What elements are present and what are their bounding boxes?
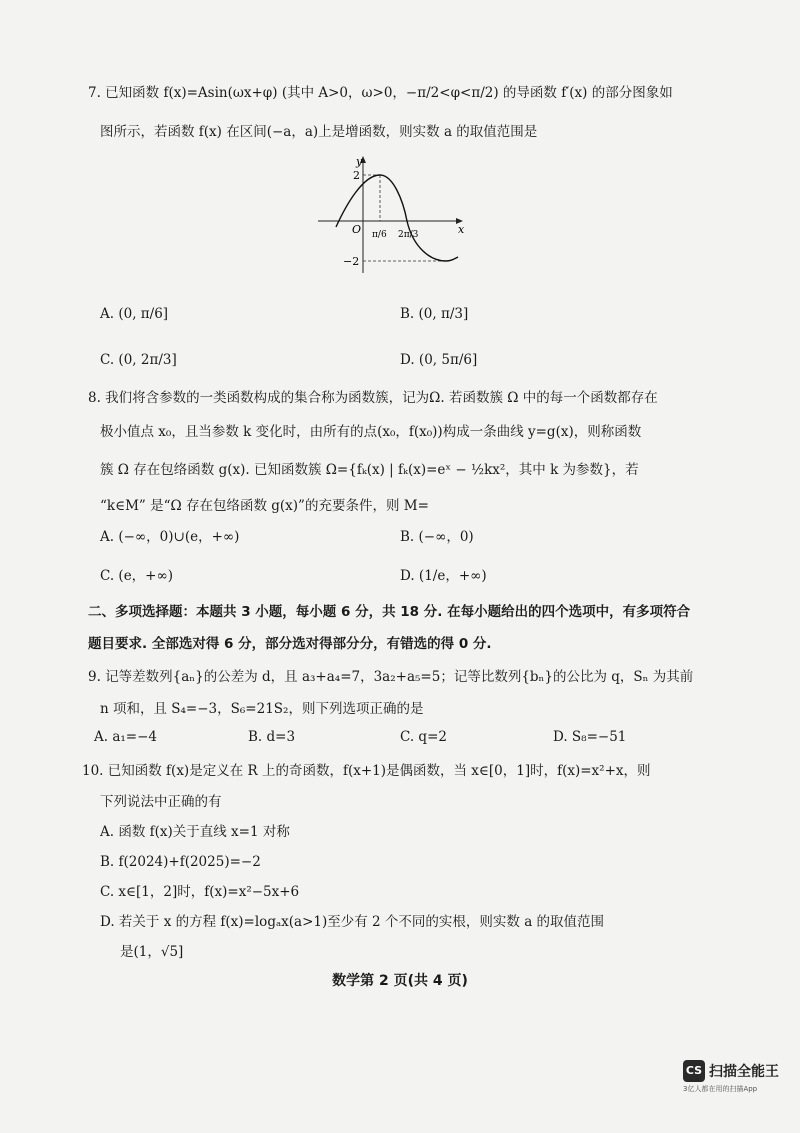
q8-option-d: D. (1/e，+∞) xyxy=(400,568,487,584)
y-min-label: −2 xyxy=(343,255,360,268)
q9-option-b: B. d=3 xyxy=(248,729,296,745)
q10-line1: 10. 已知函数 f(x)是定义在 R 上的奇函数，f(x+1)是偶函数，当 x∈[0，1]时，f(x)=x²+x，则 xyxy=(82,763,651,779)
q7-line1: 7. 已知函数 f(x)=Asin(ωx+φ) (其中 A>0，ω>0，−π/2<φ<π/2) 的导函数 f′(x) 的部分图象如 xyxy=(88,85,673,101)
q10-option-d-line1: D. 若关于 x 的方程 f(x)=logₐx(a>1)至少有 2 个不同的实根，则实数 a 的取值范围 xyxy=(100,914,605,930)
q9-line2: n 项和，且 S₄=−3，S₆=21S₂，则下列选项正确的是 xyxy=(100,701,424,717)
origin-label: O xyxy=(352,223,362,236)
scanner-app-name: 扫描全能王 xyxy=(709,1064,779,1080)
q8-option-c: C. (e，+∞) xyxy=(100,568,174,584)
q8-line1: 8. 我们将含参数的一类函数构成的集合称为函数簇，记为Ω. 若函数簇 Ω 中的每一个函数都存在 xyxy=(88,390,658,406)
q7-option-c: C. (0, 2π/3] xyxy=(100,352,177,368)
q8-line4: “k∈M” 是“Ω 存在包络函数 g(x)”的充要条件，则 M= xyxy=(100,498,429,514)
q10-line2: 下列说法中正确的有 xyxy=(100,794,222,810)
q8-option-b: B. (−∞，0) xyxy=(400,529,474,545)
y-axis-label: y xyxy=(356,155,363,168)
q8-option-a: A. (−∞，0)∪(e，+∞) xyxy=(100,529,240,545)
q7-line2: 图所示，若函数 f(x) 在区间(−a，a)上是增函数，则实数 a 的取值范围是 xyxy=(100,124,538,140)
q10-option-d-line2: 是(1，√5] xyxy=(120,944,184,960)
section2-heading-line1: 二、多项选择题：本题共 3 小题，每小题 6 分，共 18 分. 在每小题给出的四个选项中，有多项符合 xyxy=(88,604,691,620)
scanner-logo-icon: CS xyxy=(683,1060,705,1082)
q7-option-d: D. (0, 5π/6] xyxy=(400,352,478,368)
q8-line2: 极小值点 x₀，且当参数 k 变化时，由所有的点(x₀，f(x₀))构成一条曲线 y=g(x)，则称函数 xyxy=(100,424,642,440)
q9-line1: 9. 记等差数列{aₙ}的公差为 d，且 a₃+a₄=7，3a₂+a₅=5；记等比数列{bₙ}的公比为 q，Sₙ 为其前 xyxy=(88,669,694,685)
q7-option-a: A. (0, π/6] xyxy=(100,306,169,322)
scanner-watermark xyxy=(683,1060,793,1096)
q10-option-a: A. 函数 f(x)关于直线 x=1 对称 xyxy=(100,824,290,840)
q8-line3: 簇 Ω 存在包络函数 g(x). 已知函数簇 Ω={fₖ(x) | fₖ(x)=eˣ − ½kx²，其中 k 为参数}，若 xyxy=(100,462,639,478)
q9-option-c: C. q=2 xyxy=(400,729,447,745)
q10-option-c: C. x∈[1，2]时，f(x)=x²−5x+6 xyxy=(100,884,300,900)
derivative-graph xyxy=(318,155,468,275)
x-axis-label: x xyxy=(458,223,465,236)
q7-option-b: B. (0, π/3] xyxy=(400,306,469,322)
q9-option-a: A. a₁=−4 xyxy=(94,729,158,745)
q9-option-d: D. S₈=−51 xyxy=(553,729,627,745)
scanner-app-tagline: 3亿人都在用的扫描App xyxy=(683,1085,758,1093)
section2-heading-line2: 题目要求. 全部选对得 6 分，部分选对得部分分，有错选的得 0 分. xyxy=(88,636,492,652)
tick-2pi-3: 2π/3 xyxy=(398,230,419,240)
page-footer: 数学第 2 页(共 4 页) xyxy=(332,973,468,989)
q10-option-b: B. f(2024)+f(2025)=−2 xyxy=(100,854,261,870)
y-max-label: 2 xyxy=(353,169,360,182)
derivative-curve xyxy=(336,175,458,261)
tick-pi-6: π/6 xyxy=(372,230,387,240)
